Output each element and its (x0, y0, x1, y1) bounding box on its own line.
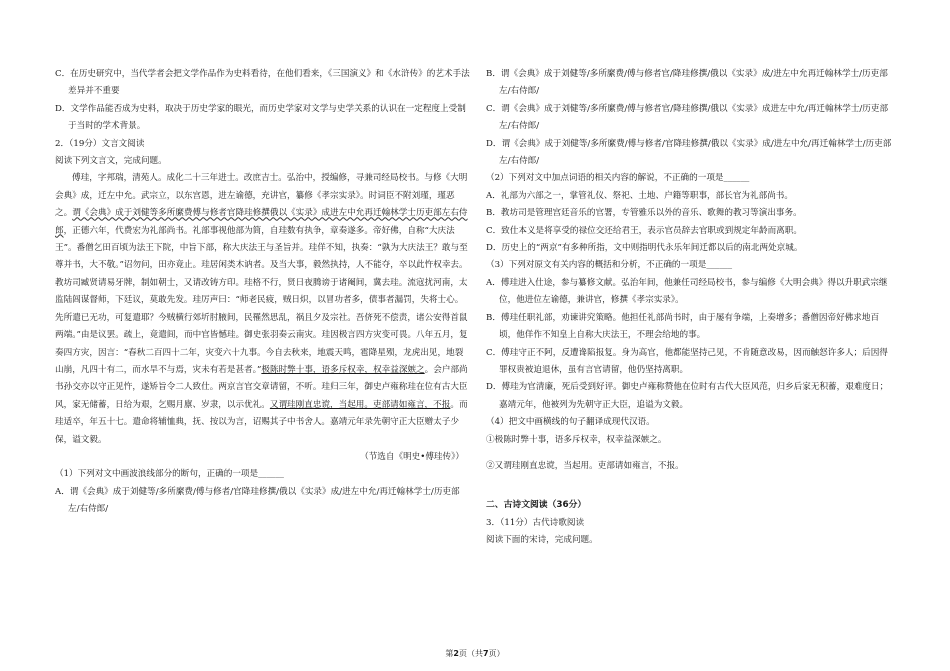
sub1-option-d: D．谓《会典》成于刘健等/多所縻费/傅与修者/官降珪修撰/俄以《实录》成/进左中允/再迁翰林学士/历吏部左/右侍郎/ (486, 138, 892, 167)
sub3-option-a: A．傅珪进入仕途，参与纂修文献。弘治年间，他兼任司经局校书，参与编修《大明会典》得以升职武宗继位，他进位左谕德，兼讲官，修撰《孝宗实录》。 (486, 277, 888, 306)
page-prefix: 第 (445, 649, 454, 658)
sub3-option-b: B．傅珪任职礼部，劝谏讲究策略。他担任礼部尚书时，由于屡有争端，上奏增多；番僧因帝好佛求地百顷，他佯作不知皇上自称大庆法王，不理会给地的事。 (486, 312, 880, 341)
page-mid: 页（共 (459, 649, 483, 658)
q2-instruction: 阅读下列文言文，完成问题。 (55, 156, 167, 167)
sub1-option-a: A．谓《会典》成于刘健等/多所縻费/傅与修者/官降珪修撰/俄以《实录》成/进左中允/再迁翰林学士/历吏部左/右侍郎/ (55, 486, 460, 515)
sub2-question-text: （2）下列对文中加点词语的相关内容的解说，不正确的一项是 (486, 173, 724, 184)
sub3-option-d: D．傅珪为官清廉，死后受到好评。御史卢雍称赞他在位时有古代大臣风范，归乡后家无积蓄，艰难度日；嘉靖元年，他被列为先朝守正大臣，追谥为文毅。 (486, 382, 889, 410)
sub1-answer-blank: ______ (258, 469, 284, 480)
sub2-option-d: D．历史上的“两京”有多种所指，文中则指明代永乐年间迁都以后的南北两处京城。 (486, 243, 803, 254)
passage-text-1: 傅珪，字邦瑞，清苑人。成化二十三年进士。改庶吉士。弘治中，授编修，寻兼司经局校书。与修《大明会典》成，迁左中允。武宗立，以东宫恩，进左谕德，充讲官，纂修《孝宗实录》。时词臣不附刘瑾，瑾恶之。 (55, 173, 468, 219)
answer-space (486, 449, 896, 458)
passage-wavy-segment: 谓《会典》成于刘健等多所縻费傅与修者官降珪修撰俄以《实录》成进左中允再迁翰林学士历吏部左右侍郎 (55, 208, 468, 236)
answer-space (486, 475, 896, 497)
sub2-answer-blank: ______ (723, 173, 750, 184)
page-number: 2 (453, 649, 459, 658)
sub2-question (486, 170, 896, 187)
sub3-answer-blank: ______ (706, 260, 733, 271)
passage-text-2: ，正德六年，代费宏为礼部尚书。礼部事视他部为简，自珪数有执争，章奏遂多。帝好佛，自称“大庆法王”。番僧乞田百顷为法王下院，中旨下部，称大庆法王与圣旨并。珪佯不知，执奏：“孰为大庆法王？敢与至尊并书，大不敬。”诏勿问，田亦竟止。珪居闲类木讷者。及当大事，毅然执持，人不能夺，卒以此忤权幸去。教坊司臧贤请易牙牌，制如朝士，又请改铸方印。珪格不行，贤日夜腾谤于诸阉间，冀去珪。流寇扰河南，太监陆闾谋督师，下廷议，莫敢先发。珪厉声曰：“师老民疲，贼日炽，以冒功者多，债事者漏罚，失将士心。先所遣已无功，可复遣耶？今贼横行郊圻肘腋间，民罹然思乱，祸且夕及宗社。吾侪死不偿责，诸公安得首鼠两端。”由是议罢。疏上，竟遣闾，而中官皆憾珪。御史张羽奏云南灾。珪因极言四方灾变可畏。八年五月，复奏四方灾，因言：“春秋二百四十二年，灾变六十九事。今自去秋来，地震天鸣，雹降星殒，龙虎出见，地裂山崩，凡四十有二，而水旱不与焉，灾未有若是甚者。” (55, 225, 468, 375)
sub4-question: （4）把文中画横线的句子翻译成现代汉语。 (486, 417, 655, 428)
q3-header: 3．（11分）古代诗歌阅读 (486, 517, 585, 528)
sub4-sentence-2: ②又谓珪刚直忠谠，当起用。吏部请如雍言，不报。 (486, 460, 684, 471)
sub1-question (55, 466, 470, 483)
passage-underline-2: 又谓珪刚直忠谠，当起用。吏部请如雍言，不报 (269, 399, 451, 410)
section-heading: 二、古诗文阅读（36分） (486, 500, 587, 511)
q1-option-d: D．文学作品能否成为史料，取决于历史学家的眼光，而历史学家对文学与史学关系的认识在一定程度上受制于当时的学术背景。 (55, 103, 466, 132)
sub2-option-c: C．致仕本义是将享受的禄位交还给君王，表示官员辞去官职或到规定年龄而离职。 (486, 225, 802, 236)
left-column (55, 66, 470, 519)
page-suffix: 页） (488, 649, 505, 658)
sub4-sentence-1: ①极陈时弊十事，语多斥权幸，权幸益深嫉之。 (486, 434, 667, 445)
passage-underline-1: 极陈时弊十事，语多斥权幸，权幸益深嫉之 (261, 364, 425, 375)
q3-instruction: 阅读下面的宋诗，完成问题。 (486, 535, 598, 546)
sub2-option-b: B．教坊司是管理宫廷音乐的官署，专管雅乐以外的音乐、歌舞的教习等演出事务。 (486, 208, 802, 219)
sub1-option-c: C．谓《会典》成于刘健等/多所縻费/傅与修者官/降珪修撰/俄以《实录》成进左中允/再迁翰林学士/历吏部左/右侍郎/ (486, 103, 889, 132)
right-column (486, 66, 896, 550)
passage-text-4: 。而珪适卒，年五十七。遣命将辅恤典，抚、按以为言，诏赐其子中书舍人。嘉靖元年录先朝守正大臣赠太子少保，谥文毅。 (55, 399, 468, 445)
q2-header: 2．（19分）文言文阅读 (55, 138, 145, 149)
passage-text-3: 。会户部尚书孙交亦以守正见忤，遂矫旨令二人致仕。两京言官交章请留，不听。珪归三年，御史卢雍称珪在位有古大臣风，家无储蓄，日给为艰，乞赐月廪、岁隶，以示优礼。 (55, 364, 468, 410)
sub3-question (486, 257, 896, 274)
page-total: 7 (483, 649, 489, 658)
sub3-question-text: （3）下列对原文有关内容的概括和分析，不正确的一项是 (486, 260, 707, 271)
classical-passage (55, 170, 470, 449)
sub3-option-c: C．傅珪守正不阿，反遭谗陷报复。身为高官，他都能坚持己见，不肯随意改易，因而触怒许多人；后因得罪权贵被迫退休，虽有言官请留，他仍坚持离职。 (486, 347, 888, 375)
sub2-option-a: A．礼部为六部之一，掌管礼仪、祭祀、土地、户籍等职事，部长官为礼部尚书。 (486, 190, 793, 201)
sub1-option-b: B．谓《会典》成于刘健等/多所縻费/傅与修者官/降珪修撰/俄以《实录》成/进左中允再迁翰林学士/历吏部左/右侍郎/ (486, 69, 888, 97)
sub1-question-text: （1）下列对文中画波浪线部分的断句，正确的一项是 (55, 469, 259, 480)
passage-source: （节选自《明史•傅珪传》） (360, 451, 464, 462)
q1-option-c: C．在历史研究中，当代学者会把文学作品作为史料看待，在他们看来，《三国演义》和《水浒传》的艺术手法差异并不重要 (55, 69, 470, 97)
page-footer (0, 648, 950, 659)
